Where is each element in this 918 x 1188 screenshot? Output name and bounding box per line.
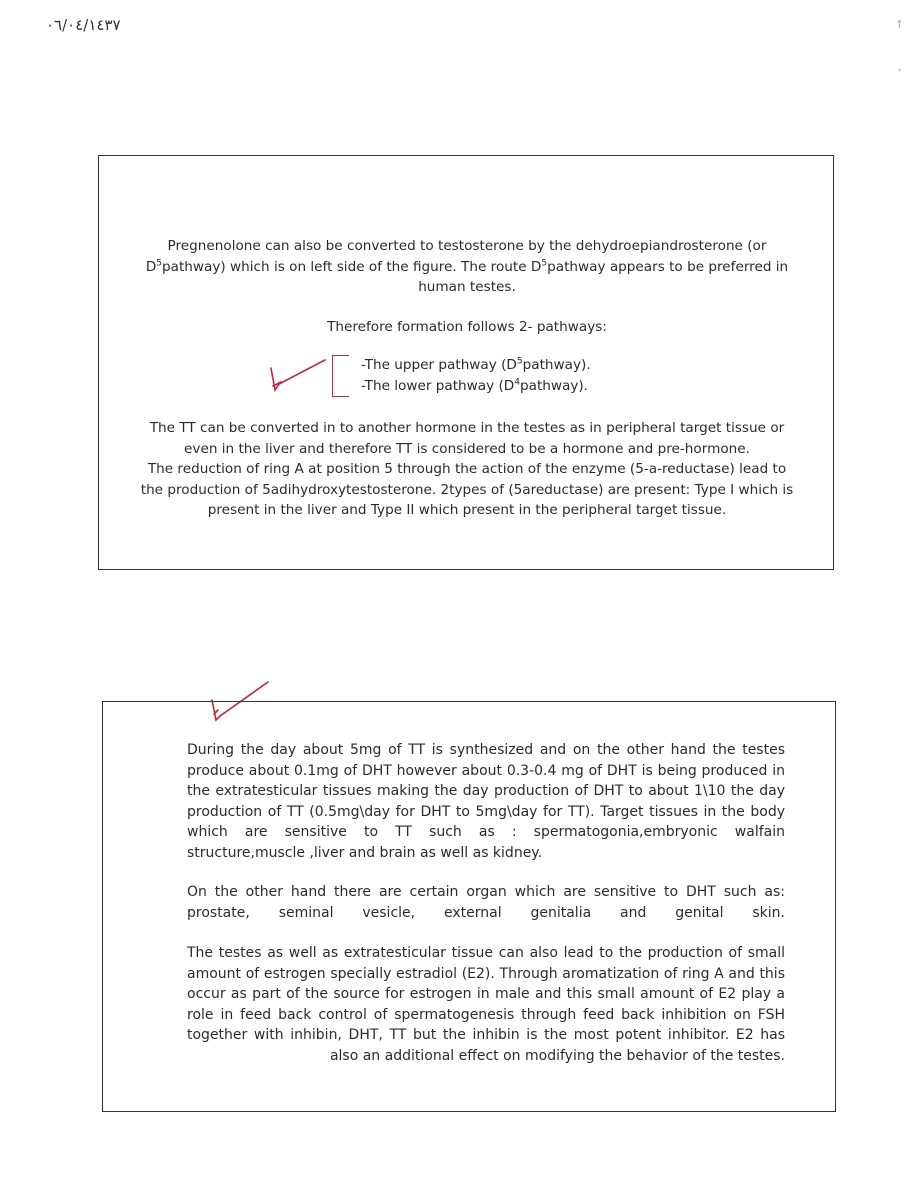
dht-sensitive-paragraph: On the other hand there are certain organ which are sensitive to DHT such as: prostate, seminal vesicle, external genitalia and genital skin. [187,884,785,921]
therefore-line: Therefore formation follows 2- pathways: [327,319,607,335]
pathway-bracket [332,355,349,397]
reduction-text: The reduction of ring A at position 5 through the action of the enzyme (5-a-reductase) lead to the production of 5adihydroxytestosterone. 2types of (5areductase) are present: Type I which is present in the liver and Type II which present in the peripheral target tissue. [140,461,794,518]
daily-production-paragraph: During the day about 5mg of TT is synthesized and on the other hand the testes produce about 0.1mg of DHT however about 0.3-0.4 mg of DHT is being produced in the extratesticular tissues making the day production of DHT to about 1\10 the day production of TT (0.5mg\day for DHT to 5mg\day for TT). Target tissues in the body which are sensitive to TT such as : spermatogonia,embryonic walfain structure,muscle ,liver and brain as well as kidney. [187,742,785,861]
upper-pathway: -The upper pathway $(D^5pathway)$. [361,356,591,373]
slide-1-box [98,155,834,570]
estrogen-paragraph: The testes as well as extratesticular tissue can also lead to the production of small amount of estrogen specially estradiol (E2). Through aromatization of ring A and this occur as part of the source for estrogen in male and this small amount of E2 play a role in feed back control of spermatogenesis through feed back inhibition on FSH together with inhibin, DHT, TT but the inhibin is the most potent inhibitor. E2 has also an additional effect on modifying the behavior of the testes. [187,945,785,1064]
tt-paragraph [139,418,795,521]
lower-pathway: -The lower pathway $(D^4pathway)$. [361,376,589,394]
red-checkmark-icon [269,356,329,396]
corner-mark: ↑ [894,18,904,31]
pathway-list [361,355,591,396]
intro-paragraph: Pregnenolone can also be converted to testosterone by the dehydroepiandrosterone (or $D^5pathway$) which is on left side of the figure. The route $D^5pathway$ appears to be preferred in human testes. [145,238,789,295]
handwritten-date: ٠٦/٠٤/١٤٣٧ [46,16,121,34]
tt-hormone-text: The TT can be converted in to another hormone in the testes as in peripheral target tissue or even in the liver and therefore TT is considered to be a hormone and pre-hormone. [149,420,785,457]
slide-2-box [102,701,836,1112]
corner-dot: • [897,66,902,75]
